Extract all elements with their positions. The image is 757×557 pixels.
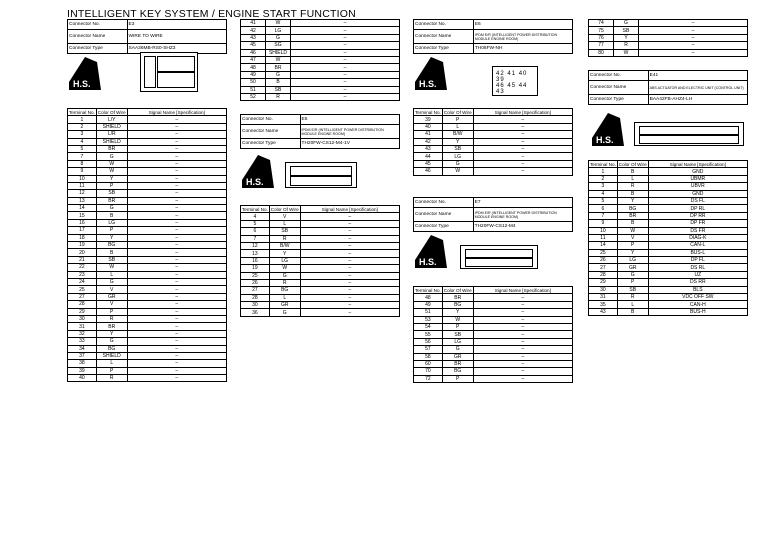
table-row: 26 LG DP FL xyxy=(589,257,748,264)
hs-icon xyxy=(413,230,453,274)
table-row: 49 BG – xyxy=(414,301,573,308)
table-row: 16 LG – xyxy=(241,257,400,264)
table-row: 13 Y – xyxy=(241,250,400,257)
e41-connector-face xyxy=(634,122,744,146)
svg-text:H.S.: H.S. xyxy=(419,79,437,89)
table-row: 11 P – xyxy=(68,182,227,189)
table-row: 60 BR – xyxy=(414,360,573,367)
table-row: 34 BG – xyxy=(68,345,227,352)
e5-terminal-table: Terminal No. Color Of Wire Signal Name [Specification] 4 V – 5 L – 6 SB – 7 R – 12 B/W – 13 Y – 16 LG – 19 W – 25 G – 26 R – 27 BG – 28 L – 30 GR – 36 G – xyxy=(240,205,400,317)
hs-icon xyxy=(240,150,280,194)
table-row: 43 B BUS-H xyxy=(589,308,748,315)
table-row: 48 BR – xyxy=(241,64,400,71)
e7-connector-info: Connector No. E7 Connector Name IPDM E/R (INTELLIGENT POWER DISTRIBUTION MODULE ENGINE ROOM) Connector Type TH20FW-CS12-M4 xyxy=(413,197,573,232)
table-row: 1 B GND xyxy=(589,168,748,175)
table-row: 38 L – xyxy=(68,360,227,367)
table-row: 74 G – xyxy=(589,20,748,27)
table-row: 58 GR – xyxy=(414,353,573,360)
table-row: 41 B/W – xyxy=(414,131,573,138)
e3-terminal-table-continued xyxy=(240,19,400,101)
table-row: 76 Y – xyxy=(589,34,748,41)
table-row: 12 SB – xyxy=(68,190,227,197)
table-row: 52 R – xyxy=(241,93,400,100)
page-title: INTELLIGENT KEY SYSTEM / ENGINE START FUNCTION xyxy=(67,8,356,20)
table-row: 25 V – xyxy=(68,286,227,293)
table-row: 42 Y – xyxy=(414,138,573,145)
e3-connector-face xyxy=(140,52,198,92)
table-row: 13 BR – xyxy=(68,197,227,204)
table-row: 46 SHIELD – xyxy=(241,49,400,56)
e5-connector-face xyxy=(285,162,357,188)
table-row: 54 P – xyxy=(414,323,573,330)
table-row: 72 P – xyxy=(414,375,573,382)
table-row: 39 P – xyxy=(68,367,227,374)
table-row: 25 G – xyxy=(241,272,400,279)
table-row: 21 SB – xyxy=(68,256,227,263)
table-row: 23 L – xyxy=(68,271,227,278)
table-row: 17 P – xyxy=(68,227,227,234)
table-row: 22 W – xyxy=(68,264,227,271)
table-row: 44 LG – xyxy=(414,153,573,160)
table-row: 29 P – xyxy=(68,308,227,315)
table-row: 46 W – xyxy=(414,168,573,175)
table-row: 32 Y – xyxy=(68,330,227,337)
table-row: 5 L – xyxy=(241,220,400,227)
table-row: 28 V – xyxy=(68,301,227,308)
table-row: 19 W – xyxy=(241,265,400,272)
table-row: 30 GR – xyxy=(241,302,400,309)
table-row: 45 G – xyxy=(414,160,573,167)
table-row: 57 G – xyxy=(414,346,573,353)
table-row: 30 R – xyxy=(68,315,227,322)
e6-pins-bottom: 46 45 44 43 xyxy=(496,83,528,95)
table-row: 7 G – xyxy=(68,153,227,160)
table-row: 31 BR – xyxy=(68,323,227,330)
table-row: 5 Y DS FL xyxy=(589,197,748,204)
table-row: 47 W – xyxy=(241,56,400,63)
table-row: 2 SHIELD – xyxy=(68,123,227,130)
svg-text:H.S.: H.S. xyxy=(246,177,264,187)
table-row: 12 B/W – xyxy=(241,242,400,249)
table-row: 48 BR – xyxy=(414,294,573,301)
table-row: 24 G – xyxy=(68,278,227,285)
table-row: 7 R – xyxy=(241,235,400,242)
svg-text:H.S.: H.S. xyxy=(419,257,437,267)
table-row: 11 V DIAG-K xyxy=(589,234,748,241)
table-row: 41 W – xyxy=(241,20,400,27)
table-row: 25 Y BUS-L xyxy=(589,249,748,256)
e6-connector-face xyxy=(492,66,538,96)
table-row: 4 B GND xyxy=(589,190,748,197)
table-row: 51 SB – xyxy=(241,86,400,93)
table-row: 9 W – xyxy=(68,168,227,175)
table-row: 2 L UBMR xyxy=(589,175,748,182)
table-row: 75 SB – xyxy=(589,27,748,34)
e5-connector-info: Connector No. E5 Connector Name IPDM E/R (INTELLIGENT POWER DISTRIBUTION MODULE ENGINE ROOM) Connector Type TH20FW-CS12-M4-1V xyxy=(240,114,400,149)
table-row: 40 L – xyxy=(414,123,573,130)
table-row: 45 SG – xyxy=(241,42,400,49)
table-row: 27 GR – xyxy=(68,293,227,300)
table-row: 27 GR DS RL xyxy=(589,264,748,271)
table-row: 43 SB – xyxy=(414,145,573,152)
table-row: 4 SHIELD – xyxy=(68,138,227,145)
e3-terminal-table: Terminal No. Color Of Wire Signal Name [Specification] 1 L/Y – 2 SHIELD – 3 L/R – 4 SHIELD – 5 BR – 7 G – 8 W – 9 W – 10 Y – 11 P – 12 SB – 13 BR – 14 G – 15 B – 16 LG – 17 P – 18 Y – 19 BG – 20 B – 21 SB – 22 W – 23 L – 24 G – 25 V – 27 GR – 28 V – 29 P – 30 R – 31 BR – 32 Y – 33 G – 34 BG – 37 SHIELD – 38 L – 39 P – 40 R – xyxy=(67,108,227,382)
table-row: 49 G – xyxy=(241,71,400,78)
hs-icon xyxy=(590,108,630,152)
table-row: 14 G – xyxy=(68,205,227,212)
e6-terminal-table: Terminal No. Color Of Wire Signal Name [Specification] 39 P – 40 L – 41 B/W – 42 Y – 43 SB – 44 LG – 45 G – 46 W – xyxy=(413,108,573,176)
table-row: 56 LG – xyxy=(414,338,573,345)
table-row: 35 L CAN-H xyxy=(589,301,748,308)
table-row: 30 SB BLS xyxy=(589,286,748,293)
e41-terminal-table: Terminal No. Color Of Wire Signal Name [Specification] 1 B GND 2 L UBMR 3 R UBVR 4 B GND 5 Y DS FL 6 BG DP RL 7 BR DP RR 9 B DP FR 10 W DS FR 11 V DIAG-K 14 P CAN-L 25 Y BUS-L 26 LG DP FL 27 GR DS RL 28 G UZ 29 P DS RR 30 SB BLS 31 R VDC OFF SW 35 L CAN-H 43 B BUS-H xyxy=(588,160,748,316)
table-row: 7 BR DP RR xyxy=(589,212,748,219)
e7-connector-face xyxy=(460,245,538,269)
table-row: 39 P – xyxy=(414,116,573,123)
table-row: 6 SB – xyxy=(241,228,400,235)
table-row: 6 BG DP RL xyxy=(589,205,748,212)
table-row: 20 B – xyxy=(68,249,227,256)
svg-text:H.S.: H.S. xyxy=(596,135,614,145)
table-row: 55 SB – xyxy=(414,331,573,338)
table-row: 18 Y – xyxy=(68,234,227,241)
table-row: 26 R – xyxy=(241,279,400,286)
svg-text:H.S.: H.S. xyxy=(73,79,91,89)
hs-icon xyxy=(413,52,453,96)
hs-icon xyxy=(67,52,107,96)
table-row: 1 L/Y – xyxy=(68,116,227,123)
table-row: 14 P CAN-L xyxy=(589,242,748,249)
table-row: 31 R VDC OFF SW xyxy=(589,294,748,301)
e7-terminal-table-continued xyxy=(588,19,748,57)
table-row: 33 G – xyxy=(68,338,227,345)
table-row: 19 BG – xyxy=(68,242,227,249)
table-row: 4 V – xyxy=(241,213,400,220)
table-row: 9 B DP FR xyxy=(589,220,748,227)
table-row: 51 Y – xyxy=(414,309,573,316)
table-row: 10 Y – xyxy=(68,175,227,182)
table-row: 8 W – xyxy=(68,160,227,167)
table-row: 16 LG – xyxy=(68,219,227,226)
table-row: 28 L – xyxy=(241,294,400,301)
table-row: 29 P DS RR xyxy=(589,279,748,286)
table-row: 10 W DS FR xyxy=(589,227,748,234)
table-row: 70 BG – xyxy=(414,368,573,375)
table-row: 42 LG – xyxy=(241,27,400,34)
table-row: 36 G – xyxy=(241,309,400,316)
table-row: 77 R – xyxy=(589,42,748,49)
table-row: 3 R UBVR xyxy=(589,183,748,190)
table-row: 53 W – xyxy=(414,316,573,323)
table-row: 43 G – xyxy=(241,34,400,41)
e41-connector-info: Connector No. E41 Connector Name ABS ACTUATOR AND ELECTRIC UNIT (CONTROL UNIT) Connector Type BAA42FB-AHZ4-LH xyxy=(588,70,748,105)
e7-terminal-table: Terminal No. Color Of Wire Signal Name [Specification] 48 BR – 49 BG – 51 Y – 53 W – 54 P – 55 SB – 56 LG – 57 G – 58 GR – 60 BR – 70 BG – 72 P – xyxy=(413,286,573,383)
table-row: 37 SHIELD – xyxy=(68,352,227,359)
table-row: 40 R – xyxy=(68,375,227,382)
table-row: 5 BR – xyxy=(68,145,227,152)
table-row: 15 B – xyxy=(68,212,227,219)
table-row: 80 W – xyxy=(589,49,748,56)
e6-connector-info: Connector No. E6 Connector Name IPDM E/R (INTELLIGENT POWER DISTRIBUTION MODULE ENGINE ROOM) Connector Type TH08FW-NH xyxy=(413,19,573,54)
e6-pins-top: 42 41 40 39 xyxy=(496,71,528,83)
table-row: 28 G UZ xyxy=(589,271,748,278)
table-row: 27 BG – xyxy=(241,287,400,294)
table-row: 3 L/R – xyxy=(68,131,227,138)
e3-connector-info: Connector No. E3 Connector Name WIRE TO WIRE Connector Type SAA36MB-RS0-SHZ3 xyxy=(67,19,227,54)
table-row: 50 B – xyxy=(241,79,400,86)
